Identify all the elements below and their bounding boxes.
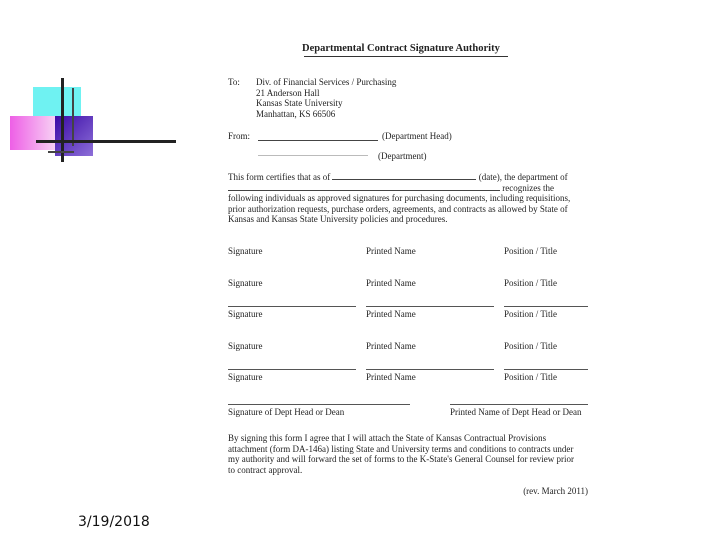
form-title: Departmental Contract Signature Authority	[302, 43, 500, 54]
position-title-label: Position / Title	[504, 372, 558, 382]
to-address	[256, 77, 396, 119]
signature-label: Signature	[228, 278, 263, 288]
department-role: (Department)	[378, 151, 427, 161]
certification-line: Kansas and Kansas State University policies and procedures.	[228, 214, 448, 225]
printed-name-label: Printed Name	[366, 278, 416, 288]
agreement-line: my authority and will forward the set of forms to the K-State's General Counsel for review prior	[228, 454, 575, 465]
certification-line: prior authorization requests, purchase orders, agreements, and contracts as allowed by State of	[228, 203, 568, 214]
dept-head-signature-label: Signature of Dept Head or Dean	[228, 407, 345, 417]
position-title-label: Position / Title	[504, 341, 558, 351]
agreement-paragraph	[228, 433, 588, 475]
signature-label: Signature	[228, 246, 263, 256]
ornament-vertical-line	[61, 78, 64, 162]
certification-line: This form certifies that as of (date), the department of	[228, 172, 568, 182]
printed-name-label: Printed Name	[366, 341, 416, 351]
signature-label: Signature	[228, 341, 263, 351]
signature-row	[228, 369, 590, 381]
agreement-line: to contract approval.	[228, 464, 303, 475]
address-line: Manhattan, KS 66506	[256, 108, 336, 119]
printed-name-label: Printed Name	[366, 246, 416, 256]
signature-label: Signature	[228, 372, 263, 382]
scanned-form	[222, 38, 594, 498]
slide-footer-date: 3/19/2018	[78, 514, 150, 530]
address-line: Kansas State University	[256, 98, 343, 108]
position-title-label: Position / Title	[504, 309, 558, 319]
signature-row	[228, 275, 590, 287]
department-blank-line	[258, 155, 368, 156]
dept-head-signature-row	[228, 404, 590, 418]
from-blank-line	[258, 140, 378, 141]
ornament-vertical-line-secondary	[72, 88, 74, 146]
agreement-line: attachment (form DA-146a) listing State and University terms and conditions to contracts under	[228, 443, 574, 454]
ornament-horizontal-line-secondary	[48, 151, 74, 153]
position-title-label: Position / Title	[504, 246, 558, 256]
signature-label: Signature	[228, 309, 263, 319]
agreement-line: By signing this form I agree that I will attach the State of Kansas Contractual Provisions	[228, 433, 547, 443]
slide-ornament	[0, 0, 200, 170]
signature-row	[228, 306, 590, 318]
printed-name-label: Printed Name	[366, 309, 416, 319]
certification-line: following individuals as approved signatures for purchasing documents, including requisitions,	[228, 193, 571, 204]
certification-paragraph	[228, 172, 588, 225]
signature-row	[228, 338, 590, 350]
printed-name-label: Printed Name	[366, 372, 416, 382]
from-label: From:	[228, 131, 251, 141]
from-role: (Department Head)	[382, 131, 452, 141]
signature-row	[228, 243, 590, 255]
to-label: To:	[228, 77, 240, 87]
certification-line: recognizes the	[228, 183, 588, 194]
address-line: 21 Anderson Hall	[256, 87, 320, 98]
pink-square	[10, 116, 56, 150]
address-line: Div. of Financial Services / Purchasing	[256, 77, 397, 87]
dept-head-printed-name-label: Printed Name of Dept Head or Dean	[450, 407, 582, 417]
position-title-label: Position / Title	[504, 278, 558, 288]
title-underline	[304, 56, 508, 57]
revision-note: (rev. March 2011)	[523, 486, 588, 496]
ornament-horizontal-line	[36, 140, 176, 143]
